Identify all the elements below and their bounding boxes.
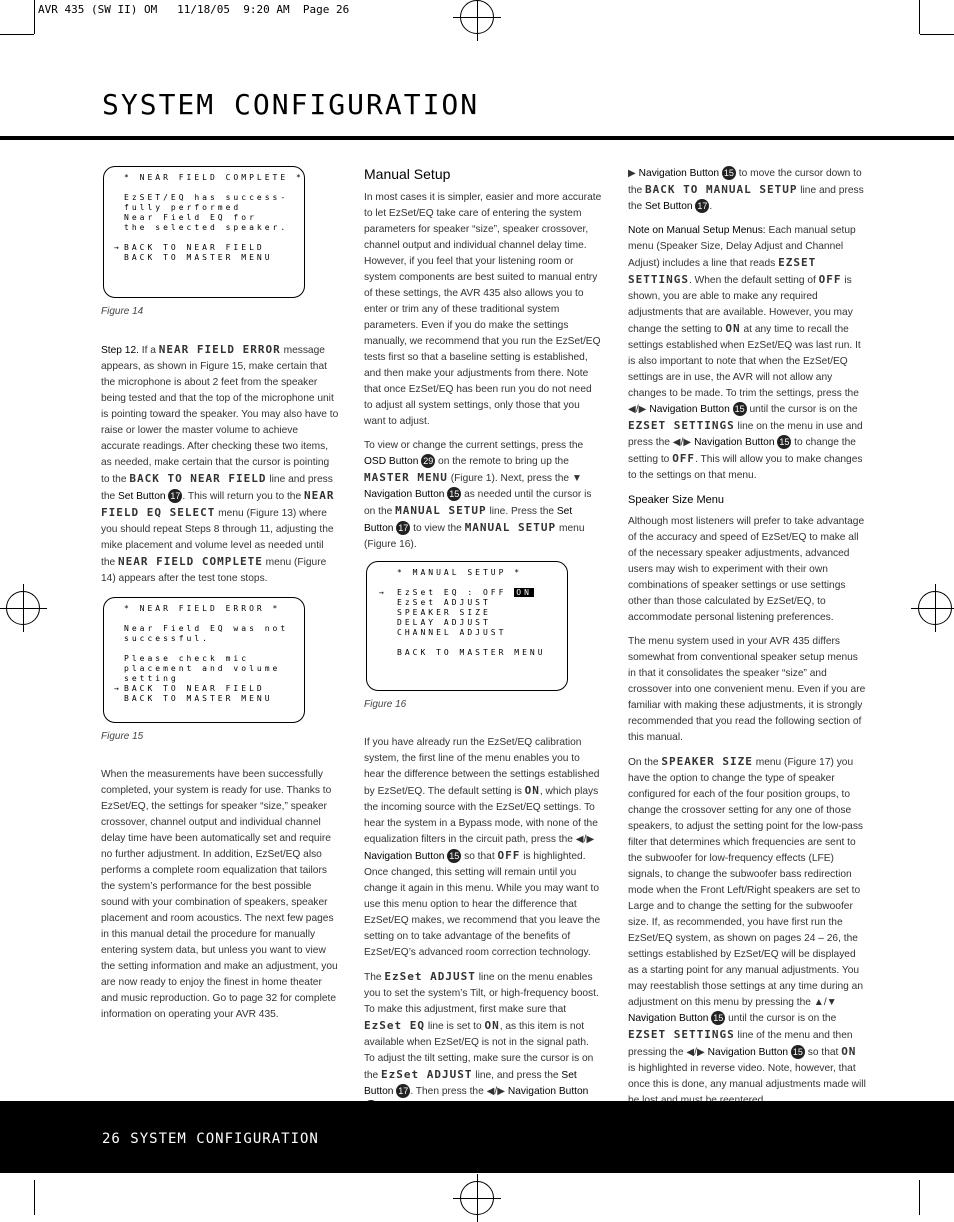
column-1 <box>101 166 339 1031</box>
paragraph: The menu system used in your AVR 435 differs somewhat from conventional speaker setup menus in that it consolidates the speaker “size” and crossover into one convenient menu. Even if you are familiar with making these adjustments, it is strongly recommended that you read the following section of this manual. <box>628 636 866 743</box>
figure-14-menu <box>103 166 305 298</box>
figure-caption: Figure 16 <box>364 699 407 710</box>
figure-16-menu <box>366 561 568 691</box>
paragraph: When the measurements have been successfully completed, your system is ready for use. Thanks to EzSet/EQ, the settings for speaker “size,” speaker crossover, channel output and individual channel delay time have been automatically set and require no further adjustment. In addition, EzSet/EQ also performs a complete room equalization that tailors the system’s performance for the best possible sound with your combination of speakers, speaker placement and room acoustics. The next few pages in this manual detail the procedure for manually entering system data, but unless you want to view the setting information and make an adjustment, you are now ready to enjoy the finest in home theater and music reproduction. Go to page 32 for complete information on operating your AVR 435. <box>101 769 338 1020</box>
menu-line: * NEAR FIELD COMPLETE * <box>124 173 304 182</box>
crop-mark <box>919 1180 920 1215</box>
menu-line: BACK TO MASTER MENU <box>124 253 273 262</box>
menu-line: BACK TO MASTER MENU <box>397 648 546 657</box>
menu-line: setting <box>124 674 179 683</box>
crop-mark <box>0 34 34 35</box>
menu-line: placement and volume <box>124 664 281 673</box>
registration-mark-icon <box>6 591 40 625</box>
menu-line: CHANNEL ADJUST <box>397 628 507 637</box>
figure-15-menu <box>103 597 305 723</box>
menu-line: BACK TO NEAR FIELD <box>124 243 265 252</box>
menu-line: EzSet ADJUST <box>397 598 491 607</box>
menu-line: the selected speaker. <box>124 223 289 232</box>
paragraph: ▶ Navigation Button 15 to move the cursor down to the BACK TO MANUAL SETUP line and press the Set Button 17 . <box>628 168 864 212</box>
menu-line: SPEAKER SIZE <box>397 608 491 617</box>
paragraph: Although most listeners will prefer to take advantage of the accuracy and speed of EzSet/EQ to make all of the necessary speaker adjustments, advanced users may wish to experiment with their own combinations of speaker settings or use settings other than those calculated by EzSet/EQ, to accommodate personal listening preferences. <box>628 516 865 623</box>
column-3 <box>628 166 866 1117</box>
paragraph: Note on Manual Setup Menus: Each manual setup menu (Speaker Size, Delay Adjust and Channel Adjust) includes a line that reads EZSET SETTINGS. When the default setting of OFF is shown, you are able to make any required adjustments that are available. However, you may change the setting to ON at any time to recall the settings established when EzSet/EQ was last run. It is also important to note that when the EzSet/EQ settings are in use, the AVR will not allow any changes to be made. To trim the settings, press the ◀/▶ Navigation Button 15 until the cursor is on the EZSET SETTINGS line on the menu in use and press the ◀/▶ Navigation Button 15 to change the setting to OFF. This will allow you to make changes to the settings on that menu. <box>628 225 863 481</box>
cursor-arrow-icon: → <box>114 684 122 693</box>
print-slug: AVR 435 (SW II) OM 11/18/05 9:20 AM Page 26 <box>38 3 350 16</box>
footer-bar <box>0 1101 954 1173</box>
paragraph: If you have already run the EzSet/EQ calibration system, the first line of the menu enables you to hear the difference between the settings established by EzSet/EQ. The default setting is ON, which plays the incoming source with the EzSet/EQ settings. To hear the system in a Bypass mode, with none of the equalization filters in the circuit path, press the ◀/▶ Navigation Button 15 so that OFF is highlighted. Once changed, this setting will remain until you change it again in this menu. While you may want to use this menu option to hear the difference that EzSet/EQ makes, we recommend that you leave the setting on to take advantage of the benefits of EzSet/EQ’s advanced room correction technology. <box>364 737 601 958</box>
cursor-arrow-icon: → <box>379 588 387 597</box>
figure-caption: Figure 15 <box>101 731 144 742</box>
crop-mark <box>34 0 35 34</box>
page-title: SYSTEM CONFIGURATION <box>102 88 480 121</box>
registration-mark-icon <box>460 1181 494 1215</box>
menu-line: successful. <box>124 634 210 643</box>
paragraph: Step 12. If a NEAR FIELD ERROR message appears, as shown in Figure 15, make certain that the microphone is about 2 feet from the speaker being tested and that the top of the microphone unit is pointing toward the speaker. You may also have to raise or lower the master volume to achieve accurate readings. After checking these two items, as needed, make certain that the cursor is pointing to the BACK TO NEAR FIELD line and press the Set Button 17 . This will return you to the NEAR FIELD EQ SELECT menu (Figure 13) where you should repeat Steps 8 through 11, adjusting the mike placement and volume level as needed until the NEAR FIELD COMPLETE menu (Figure 14) appears after the test tone stops. <box>101 343 339 584</box>
menu-line: fully performed <box>124 203 242 212</box>
paragraph: The EzSet ADJUST line on the menu enables you to set the system’s Tilt, or high-frequency boost. To make this adjustment, first make sure that EzSet EQ line is set to ON, as this item is not available when EzSet/EQ is not in the signal path. To adjust the tilt setting, make sure the cursor is on the EzSet ADJUST line, and press the Set Button 17 . Then press the ◀/▶ Navigation Button <box>364 969 602 1132</box>
menu-line: DELAY ADJUST <box>397 618 491 627</box>
menu-line: Please check mic <box>124 654 250 663</box>
registration-mark-icon <box>918 591 952 625</box>
menu-line: EzSet EQ : OFF <box>397 588 507 597</box>
menu-line: Near Field EQ was not <box>124 624 289 633</box>
title-rule <box>0 136 954 140</box>
menu-line: BACK TO MASTER MENU <box>124 694 273 703</box>
cursor-arrow-icon: → <box>114 243 122 252</box>
paragraph: On the SPEAKER SIZE menu (Figure 17) you have the option to change the type of speaker configured for each of the four position groups, to change the crossover setting for any one of those speakers, to adjust the setting point for the low-pass filter that determines which frequencies are sent to the subwoofer for low-frequency effects (LFE) signals, to change the subwoofer bass redirection mode when the Front Left/Right speakers are set to Large and to change the setting for the subwoofer size. If, as recommended, you have first run the EzSet/EQ system, as shown on pages 24 – 26, the settings established by EzSet/EQ will be displayed as a starting point for any manual adjustments. You may reestablish those settings at any time during an adjustment on this menu by pressing the ▲/▼ Navigation Button 15 until the cursor is on the EZSET SETTINGS line of the menu and then pressing the ◀/▶ Navigation Button 15 so that ON is highlighted in reverse video. Note, however, that once this is done, any manual adjustments made will <box>628 755 866 1090</box>
on-highlight: ON <box>516 588 532 597</box>
crop-mark <box>919 0 920 34</box>
note-label: Note on Manual Setup Menus: <box>628 225 766 236</box>
menu-line: * MANUAL SETUP * <box>397 568 523 577</box>
crop-mark <box>34 1180 35 1215</box>
sub-heading: Speaker Size Menu <box>628 494 724 506</box>
paragraph: To view or change the current settings, press the OSD Button 29 on the remote to bring up the MASTER MENU (Figure 1). Next, press the ▼ Navigation Button 15 as needed until the cursor is on the MANUAL SETUP line. Press the Set Button 17 to view the MANUAL SETUP menu (Figure 16). <box>364 440 592 550</box>
figure-caption: Figure 14 <box>101 306 144 317</box>
registration-mark-icon <box>460 0 494 34</box>
paragraph: In most cases it is simpler, easier and more accurate to let EzSet/EQ take care of entering the system parameters for speaker “size”, speaker crossover, channel output and individual channel delay time. However, if you feel that your listening room or system components are best suited to manual entry of these settings, the AVR 435 also allows you to enter or trim any of these traditional system parameters. Even if you do make the settings manually, we recommend that you run the EzSet/EQ tests first so that a baseline setting is established, and then make your adjustments from there. Note that once EzSet/EQ has been run you do not need to adjust all system settings, only those that you want to adjust. <box>364 192 602 427</box>
footer-text: 26 SYSTEM CONFIGURATION <box>102 1131 319 1147</box>
column-2 <box>364 166 602 1140</box>
section-heading: Manual Setup <box>364 166 451 182</box>
crop-mark <box>920 34 954 35</box>
menu-line: Near Field EQ for <box>124 213 257 222</box>
menu-line: EzSET/EQ has success- <box>124 193 289 202</box>
menu-line: * NEAR FIELD ERROR * <box>124 604 281 613</box>
menu-line: BACK TO NEAR FIELD <box>124 684 265 693</box>
